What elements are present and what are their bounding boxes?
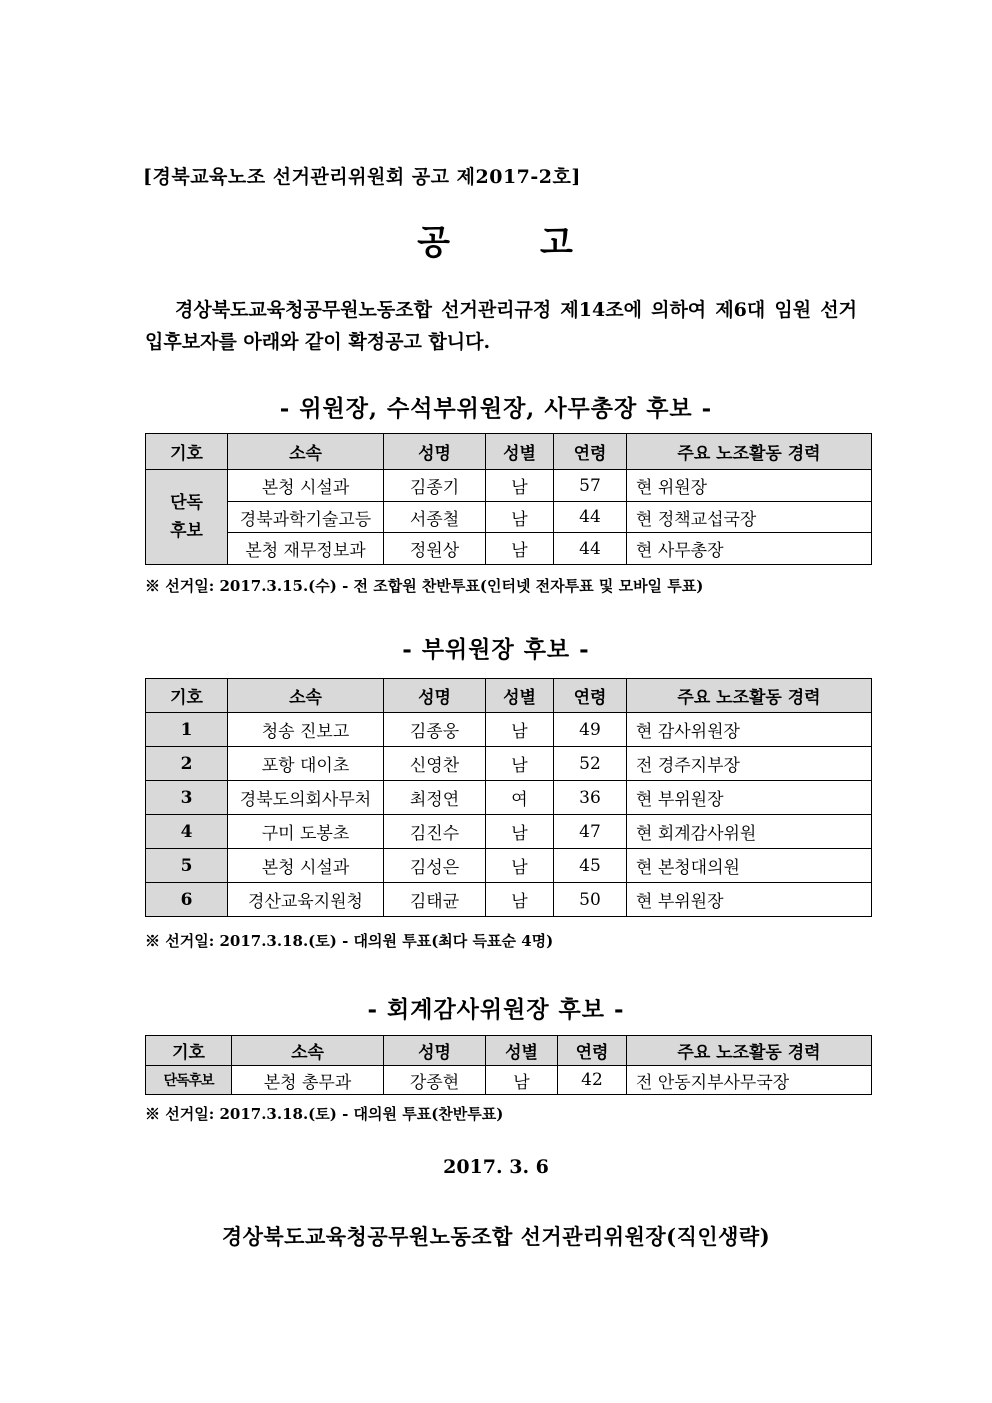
section3-table <box>145 1035 872 1095</box>
age-cell: 44 <box>554 502 627 533</box>
candidate-code: 4 <box>146 815 228 849</box>
header-affiliation: 소속 <box>228 679 384 713</box>
name-cell: 김종웅 <box>384 713 486 747</box>
section2-title: - 부위원장 후보 - <box>402 636 590 663</box>
gender-cell: 남 <box>486 713 554 747</box>
age-cell: 49 <box>554 713 627 747</box>
header-code: 기호 <box>146 1036 232 1066</box>
gender-cell: 남 <box>486 470 554 502</box>
table-row <box>146 1066 872 1095</box>
table-row <box>146 815 872 849</box>
section1-title: - 위원장, 수석부위원장, 사무총장 후보 - <box>279 395 713 422</box>
affiliation-cell: 경산교육지원청 <box>228 883 384 917</box>
career-cell: 전 안동지부사무국장 <box>627 1066 872 1095</box>
gender-cell: 남 <box>486 849 554 883</box>
affiliation-cell: 경북도의회사무처 <box>228 781 384 815</box>
header-gender: 성별 <box>486 679 554 713</box>
gender-cell: 남 <box>486 815 554 849</box>
affiliation-cell: 구미 도봉초 <box>228 815 384 849</box>
age-cell: 47 <box>554 815 627 849</box>
gender-cell: 남 <box>486 747 554 781</box>
age-cell: 52 <box>554 747 627 781</box>
age-cell: 45 <box>554 849 627 883</box>
affiliation-cell: 본청 재무정보과 <box>228 533 384 565</box>
header-affiliation: 소속 <box>228 434 384 470</box>
table-header-row <box>146 1036 872 1066</box>
age-cell: 50 <box>554 883 627 917</box>
candidate-code: 2 <box>146 747 228 781</box>
candidate-code: 1 <box>146 713 228 747</box>
candidate-code: 단독 후보 <box>146 470 228 565</box>
header-code: 기호 <box>146 434 228 470</box>
header-career: 주요 노조활동 경력 <box>627 679 872 713</box>
gender-cell: 남 <box>486 502 554 533</box>
name-cell: 정원상 <box>384 533 486 565</box>
section1-election-note: ※ 선거일: 2017.3.15.(수) - 전 조합원 찬반투표(인터넷 전자투표 및 모바일 투표) <box>145 577 704 595</box>
header-affiliation: 소속 <box>232 1036 384 1066</box>
table-row <box>146 502 872 533</box>
table-row <box>146 883 872 917</box>
table-header-row <box>146 434 872 470</box>
career-cell: 현 본청대의원 <box>627 849 872 883</box>
header-age: 연령 <box>558 1036 627 1066</box>
notice-date: 2017. 3. 6 <box>443 1156 549 1178</box>
career-cell: 현 감사위원장 <box>627 713 872 747</box>
title-char-1: 공 <box>417 223 452 263</box>
header-career: 주요 노조활동 경력 <box>627 434 872 470</box>
intro-text: 경상북도교육청공무원노동조합 선거관리규정 제14조에 의하여 제6대 임원 선거 입후보자를 아래와 같이 확정공고 합니다. <box>145 299 857 353</box>
section2-table <box>145 678 872 917</box>
table-row <box>146 781 872 815</box>
title-char-2: 고 <box>540 223 575 263</box>
header-gender: 성별 <box>486 434 554 470</box>
header-name: 성명 <box>384 1036 486 1066</box>
intro-paragraph <box>145 294 857 358</box>
candidate-code: 5 <box>146 849 228 883</box>
table-row <box>146 713 872 747</box>
table-row <box>146 533 872 565</box>
candidate-code: 6 <box>146 883 228 917</box>
gender-cell: 남 <box>486 1066 558 1095</box>
name-cell: 신영찬 <box>384 747 486 781</box>
gender-cell: 남 <box>486 883 554 917</box>
name-cell: 김성은 <box>384 849 486 883</box>
candidate-code: 3 <box>146 781 228 815</box>
candidate-code: 단독후보 <box>146 1066 232 1095</box>
affiliation-cell: 청송 진보고 <box>228 713 384 747</box>
section3-election-note: ※ 선거일: 2017.3.18.(토) - 대의원 투표(찬반투표) <box>145 1105 504 1123</box>
career-cell: 현 회계감사위원 <box>627 815 872 849</box>
affiliation-cell: 본청 총무과 <box>232 1066 384 1095</box>
section2-election-note: ※ 선거일: 2017.3.18.(토) - 대의원 투표(최다 득표순 4명) <box>145 932 554 950</box>
affiliation-cell: 포항 대이초 <box>228 747 384 781</box>
age-cell: 42 <box>558 1066 627 1095</box>
gender-cell: 남 <box>486 533 554 565</box>
name-cell: 강종현 <box>384 1066 486 1095</box>
gender-cell: 여 <box>486 781 554 815</box>
section1-table <box>145 433 872 565</box>
signer: 경상북도교육청공무원노동조합 선거관리위원장(직인생략) <box>221 1224 771 1249</box>
age-cell: 44 <box>554 533 627 565</box>
name-cell: 최정연 <box>384 781 486 815</box>
name-cell: 서종철 <box>384 502 486 533</box>
header-name: 성명 <box>384 434 486 470</box>
affiliation-cell: 본청 시설과 <box>228 849 384 883</box>
age-cell: 57 <box>554 470 627 502</box>
header-code: 기호 <box>146 679 228 713</box>
career-cell: 현 부위원장 <box>627 781 872 815</box>
affiliation-cell: 본청 시설과 <box>228 470 384 502</box>
page-title <box>0 215 992 264</box>
career-cell: 현 사무총장 <box>627 533 872 565</box>
name-cell: 김종기 <box>384 470 486 502</box>
notice-number: [경북교육노조 선거관리위원회 공고 제2017-2호] <box>143 166 581 188</box>
name-cell: 김진수 <box>384 815 486 849</box>
header-gender: 성별 <box>486 1036 558 1066</box>
table-row <box>146 470 872 502</box>
table-row <box>146 747 872 781</box>
career-cell: 현 위원장 <box>627 470 872 502</box>
age-cell: 36 <box>554 781 627 815</box>
header-age: 연령 <box>554 679 627 713</box>
header-name: 성명 <box>384 679 486 713</box>
career-cell: 현 정책교섭국장 <box>627 502 872 533</box>
career-cell: 전 경주지부장 <box>627 747 872 781</box>
section3-title: - 회계감사위원장 후보 - <box>367 996 625 1023</box>
header-age: 연령 <box>554 434 627 470</box>
affiliation-cell: 경북과학기술고등 <box>228 502 384 533</box>
career-cell: 현 부위원장 <box>627 883 872 917</box>
name-cell: 김태균 <box>384 883 486 917</box>
table-row <box>146 849 872 883</box>
header-career: 주요 노조활동 경력 <box>627 1036 872 1066</box>
table-header-row <box>146 679 872 713</box>
